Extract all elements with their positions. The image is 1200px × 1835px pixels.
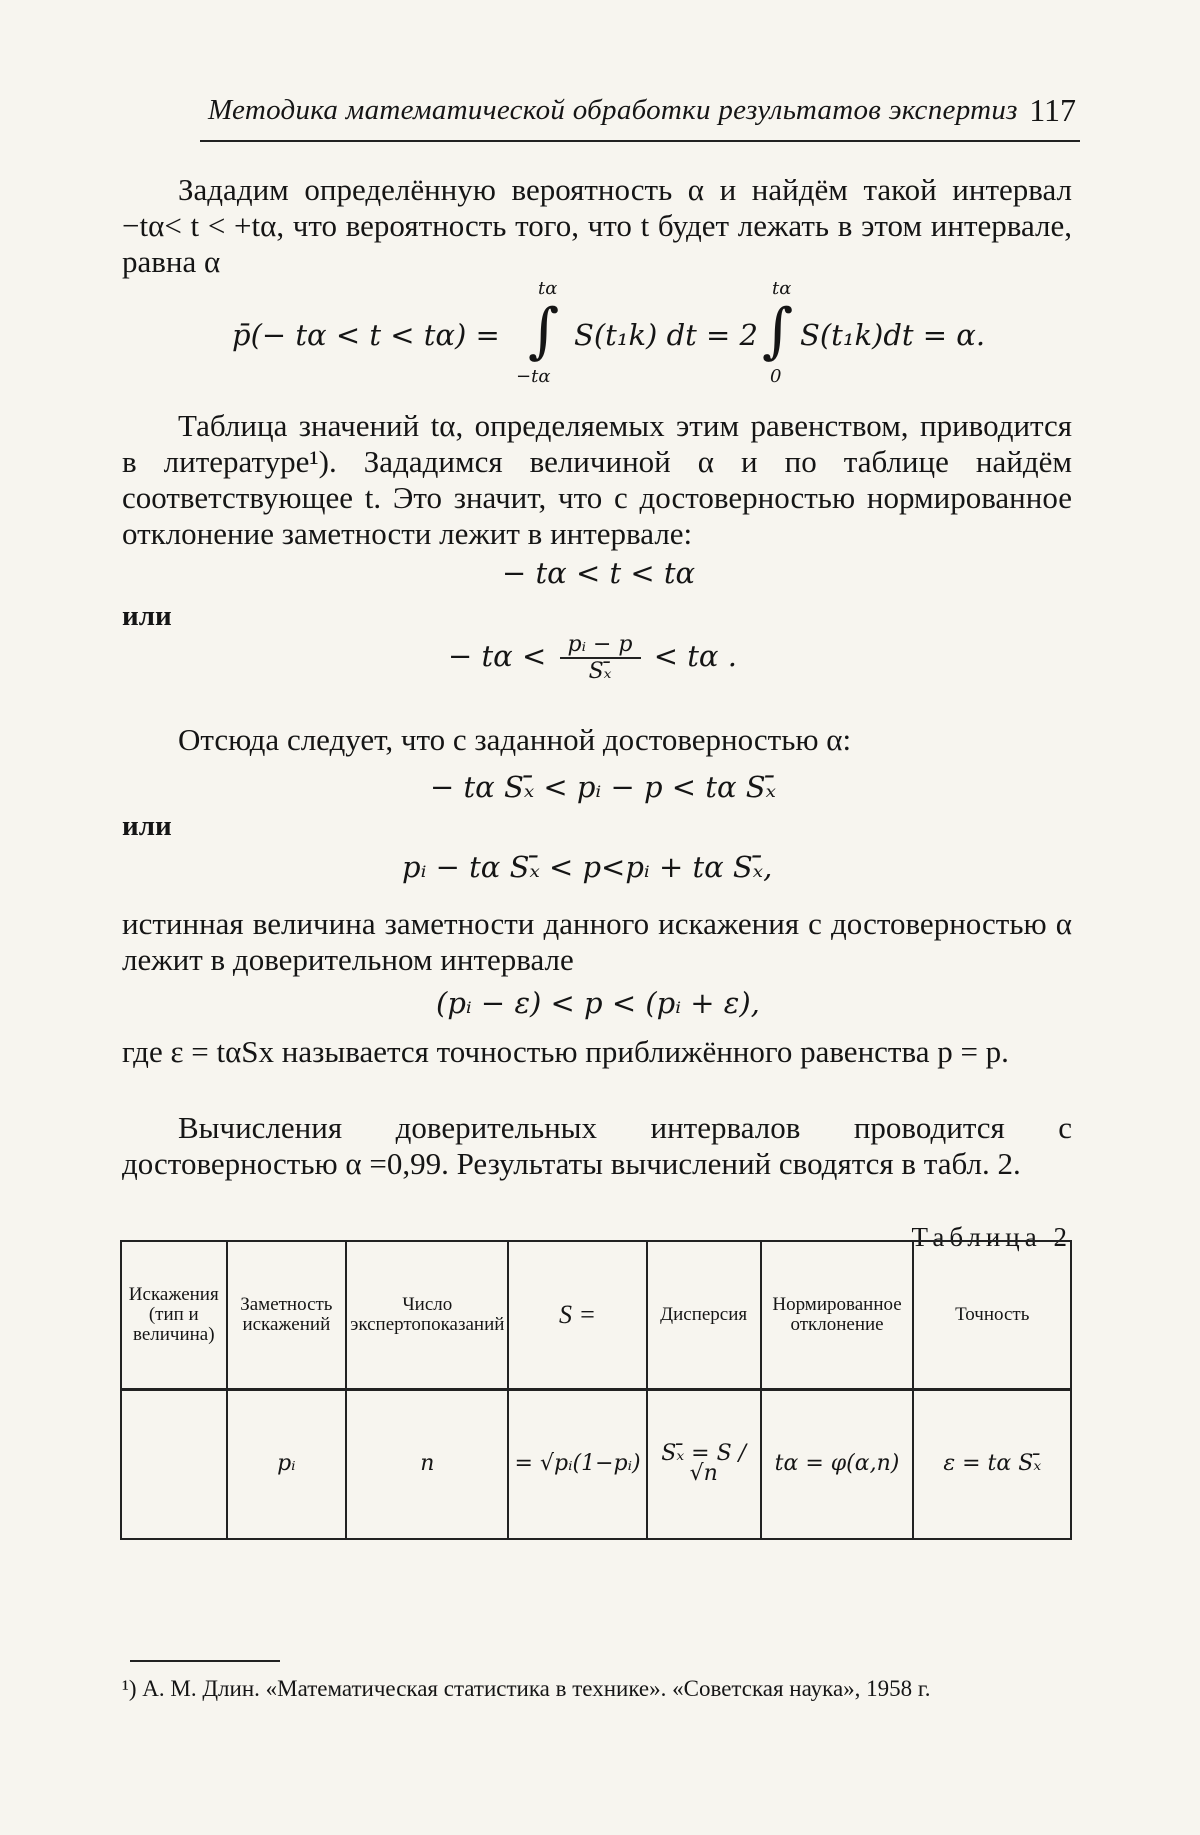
formula-frac-left: − tα < xyxy=(448,639,547,673)
formula-limit-lower-2: 0 xyxy=(770,366,782,387)
formula-frac-right: < tα . xyxy=(653,639,737,673)
cell-distortion xyxy=(121,1389,227,1539)
table-caption: Таблица 2 xyxy=(911,1222,1072,1252)
header-expert-count: Число экспертопоказаний xyxy=(346,1241,508,1389)
cell-accuracy: ε = tα Sₓ̄ xyxy=(913,1389,1071,1539)
header-distortion: Искажения (тип и величина) xyxy=(121,1241,227,1389)
formula-integral-lhs: p̄(− tα < t < tα) = xyxy=(232,318,500,352)
header-noticeability: Заметность искажений xyxy=(227,1241,347,1389)
footnote: ¹) А. М. Длин. «Математическая статистика в технике». «Советская наука», 1958 г. xyxy=(122,1676,931,1701)
cell-normalized-deviation: tα = φ(α,n) xyxy=(761,1389,914,1539)
paragraph-3: Отсюда следует, что с заданной достоверностью α: xyxy=(178,722,852,757)
fraction-numerator: pᵢ − p xyxy=(560,632,641,659)
fraction xyxy=(560,632,641,684)
header-dispersion: Дисперсия xyxy=(647,1241,761,1389)
header-s: S = xyxy=(508,1241,646,1389)
formula-limit-lower-1: −tα xyxy=(516,366,551,387)
running-header xyxy=(200,92,1080,142)
paragraph-4: истинная величина заметности данного искажения с достоверностью α лежит в доверительном интервале xyxy=(122,906,1072,977)
header-accuracy: Точность xyxy=(913,1241,1071,1389)
integral-sign-2: ∫ xyxy=(762,296,794,366)
paragraph-6: Вычисления доверительных интервалов проводится с достоверностью α =0,99. Результаты вычислений сводятся в табл. 2. xyxy=(122,1110,1072,1181)
formula-limit-upper-1: tα xyxy=(538,278,558,299)
table-header-row xyxy=(121,1241,1071,1389)
formula-integral-rhs: S(t₁k)dt = α. xyxy=(800,318,986,352)
formula-inequality-1: − tα Sₓ̄ < pᵢ − p < tα Sₓ̄ xyxy=(430,770,776,804)
formula-integral-mid: S(t₁k) dt = 2 xyxy=(574,318,758,352)
word-ili-1: или xyxy=(122,600,172,632)
paragraph-2: Таблица значений tα, определяемых этим равенством, приводится в литературе¹). Зададимся величиной α и по таблице найдём соответствующее t. Это значит, что с достоверностью нормированное отклонение заметности лежит в интервале: xyxy=(122,408,1072,551)
formula-confidence-interval: (pᵢ − ε) < p < (pᵢ + ε), xyxy=(436,986,760,1020)
formula-limit-upper-2: tα xyxy=(772,278,792,299)
cell-dispersion: Sₓ̄ = S / √n xyxy=(647,1389,761,1539)
paragraph-1: Зададим определённую вероятность α и найдём такой интервал −tα< t < +tα, что вероятность того, что t будет лежать в этом интервале, равна α xyxy=(122,172,1072,279)
paragraph-5: где ε = tαSx называется точностью приближённого равенства p = p. xyxy=(122,1034,1009,1069)
table-row xyxy=(121,1389,1071,1539)
word-ili-2: или xyxy=(122,810,172,842)
cell-noticeability: pᵢ xyxy=(227,1389,347,1539)
cell-s-formula: = √pᵢ(1−pᵢ) xyxy=(508,1389,646,1539)
formula-interval: − tα < t < tα xyxy=(502,556,696,590)
integral-sign-1: ∫ xyxy=(528,296,560,366)
results-table xyxy=(120,1240,1072,1540)
running-title: Методика математической обработки результатов экспертиз xyxy=(208,94,1018,126)
formula-inequality-2: pᵢ − tα Sₓ̄ < p<pᵢ + tα Sₓ̄, xyxy=(402,850,773,884)
header-normalized-deviation: Нормированное отклонение xyxy=(761,1241,914,1389)
formula-normalized-fraction xyxy=(448,632,737,684)
footnote-rule xyxy=(130,1660,280,1662)
fraction-denominator: Sₓ̄ xyxy=(588,659,612,684)
page-number: 117 xyxy=(1029,92,1076,128)
cell-expert-count: n xyxy=(346,1389,508,1539)
